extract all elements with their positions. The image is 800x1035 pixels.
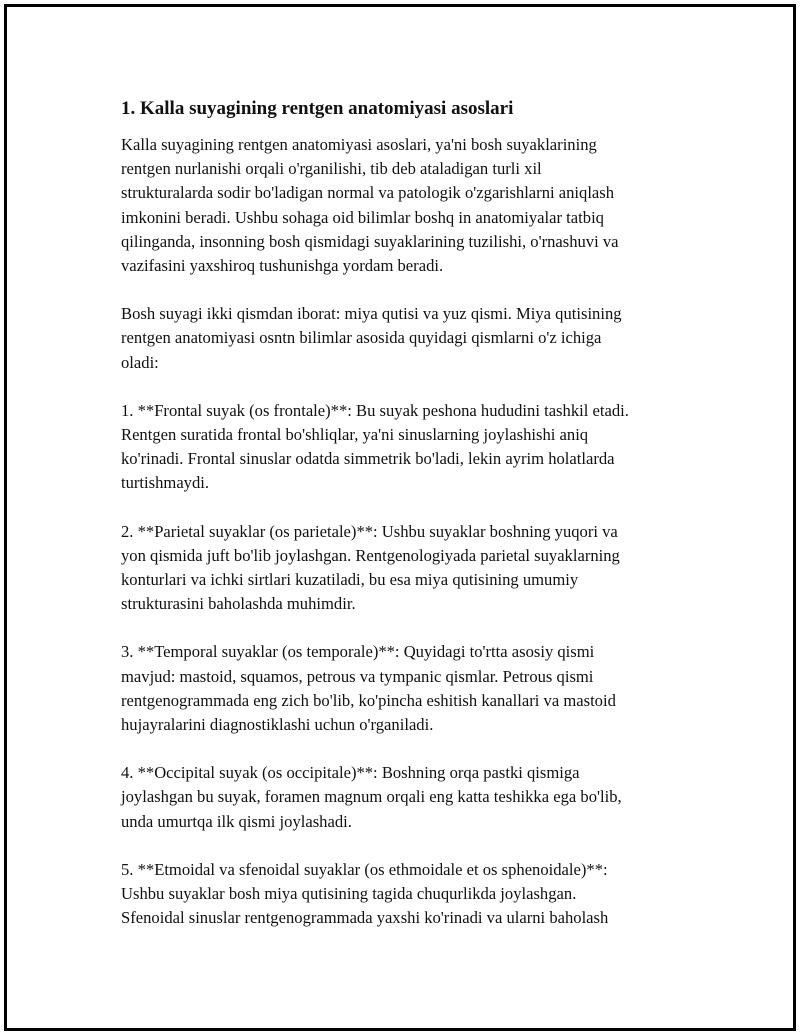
text-line: rentgen anatomiyasi osntn bilimlar asosida quyidagi qismlarni o'z ichiga	[121, 328, 602, 348]
text-line: Ushbu suyaklar bosh miya qutisining tagida chuqurlikda joylashgan.	[121, 884, 577, 904]
text-line: konturlari va ichki sirtlari kuzatiladi, bu esa miya qutisining umumiy	[121, 570, 579, 590]
text-line: Bosh suyagi ikki qismdan iborat: miya qutisi va yuz qismi. Miya qutisining	[121, 304, 622, 324]
text-line: 2. **Parietal suyaklar (os parietale)**: Ushbu suyaklar boshning yuqori va	[121, 521, 618, 541]
text-line: oladi:	[121, 352, 159, 372]
text-line: 5. **Etmoidal va sfenoidal suyaklar (os ethmoidale et os sphenoidale)**:	[121, 859, 608, 879]
text-line: Sfenoidal sinuslar rentgenogrammada yaxshi ko'rinadi va ularni baholash	[121, 908, 609, 928]
document-content	[121, 97, 701, 954]
text-line: 1. **Frontal suyak (os frontale)**: Bu suyak peshona hududini tashkil etadi.	[121, 400, 629, 420]
text-line: rentgenogrammada eng zich bo'lib, ko'pincha eshitish kanallari va mastoid	[121, 690, 616, 710]
paragraph	[121, 302, 701, 375]
paragraph	[121, 399, 701, 496]
text-line: mavjud: mastoid, squamos, petrous va tympanic qismlar. Petrous qismi	[121, 666, 594, 686]
text-line: rentgen nurlanishi orqali o'rganilishi, tib deb ataladigan turli xil	[121, 159, 542, 179]
text-line: turtishmaydi.	[121, 473, 210, 493]
text-line: imkonini beradi. Ushbu sohaga oid bilimlar boshq in anatomiyalar tatbiq	[121, 207, 604, 227]
text-line: yon qismida juft bo'lib joylashgan. Rentgenologiyada parietal suyaklarning	[121, 545, 620, 565]
text-line: hujayralarini diagnostiklashi uchun o'rganiladi.	[121, 715, 434, 735]
paragraph	[121, 640, 701, 737]
text-line: vazifasini yaxshiroq tushunishga yordam beradi.	[121, 256, 444, 276]
text-line: unda umurtqa ilk qismi joylashadi.	[121, 811, 352, 831]
text-line: Kalla suyagining rentgen anatomiyasi asoslari, ya'ni bosh suyaklarining	[121, 135, 597, 154]
paragraph	[121, 133, 701, 278]
paragraph-list	[121, 133, 701, 930]
text-line: Rentgen suratida frontal bo'shliqlar, ya'ni sinuslarning joylashishi aniq	[121, 425, 589, 445]
text-line: strukturalarda sodir bo'ladigan normal va patologik o'zgarishlarni aniqlash	[121, 183, 615, 203]
text-line: qilinganda, insonning bosh qismidagi suyaklarining tuzilishi, o'rnashuvi va	[121, 231, 619, 251]
paragraph	[121, 761, 701, 834]
text-line: ko'rinadi. Frontal sinuslar odatda simmetrik bo'ladi, lekin ayrim holatlarda	[121, 449, 615, 469]
text-line: joylashgan bu suyak, foramen magnum orqali eng katta teshikka ega bo'lib,	[121, 787, 622, 807]
paragraph	[121, 858, 701, 931]
document-title: 1. Kalla suyagining rentgen anatomiyasi asoslari	[121, 98, 514, 119]
text-line: 4. **Occipital suyak (os occipitale)**: Boshning orqa pastki qismiga	[121, 763, 580, 783]
text-line: 3. **Temporal suyaklar (os temporale)**: Quyidagi to'rtta asosiy qismi	[121, 642, 595, 662]
text-line: strukturasini baholashda muhimdir.	[121, 594, 356, 614]
paragraph	[121, 520, 701, 617]
page-frame	[4, 4, 796, 1031]
